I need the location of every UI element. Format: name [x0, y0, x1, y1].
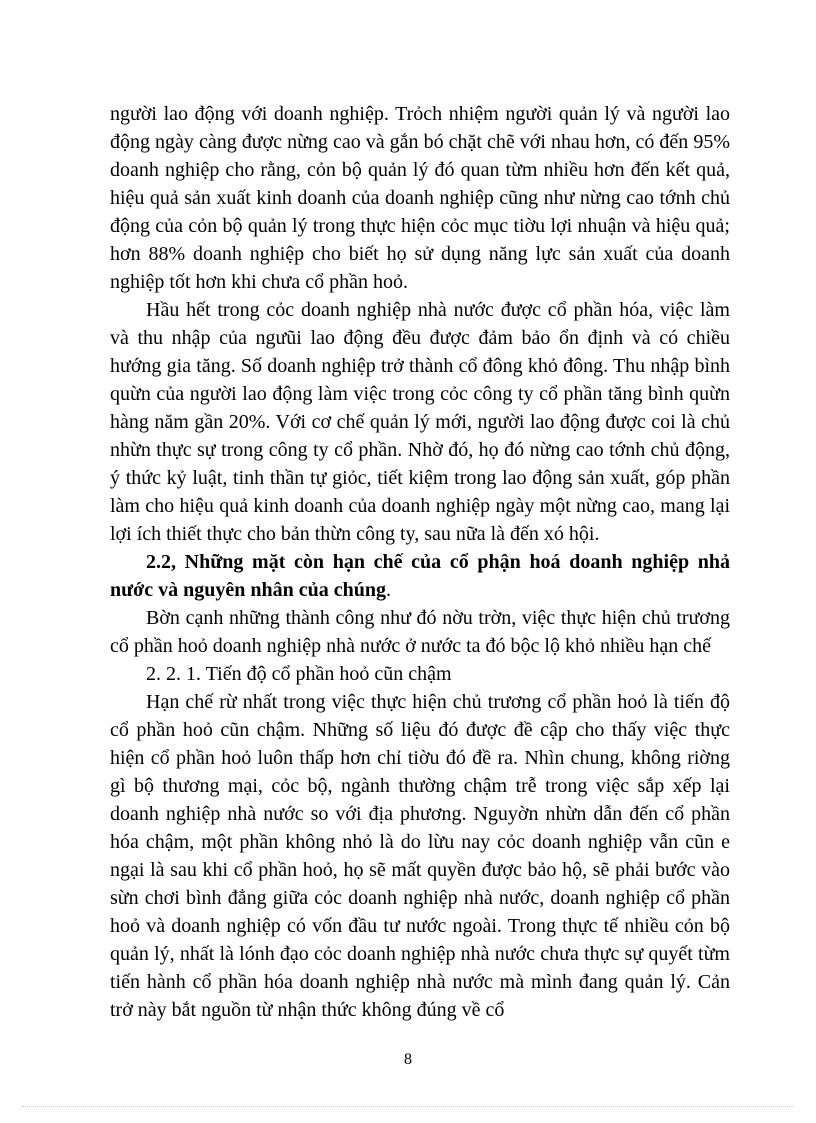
page-number: 8	[404, 1051, 412, 1068]
paragraph-limitations-intro: Bờn cạnh những thành công như đó nờu trờn, việc thực hiện chủ trương cổ phần hoỏ doanh nghiệp nhà nước ở nước ta đó bộc lộ khỏ nhiều hạn chế	[110, 607, 730, 657]
section-heading-suffix: .	[385, 579, 391, 601]
paragraph-continuation: người lao động với doanh nghiệp. Trỏch nhiệm người quản lý và người lao động ngày càng được nừng cao và gắn bó chặt chẽ với nhau hơn, có đến 95% doanh nghiệp cho rằng, cỏn bộ quản lý đó quan từm nhiều hơn đến kết quả, hiệu quả sản xuất kinh doanh của doanh nghiệp cũng như nừng cao tớnh chủ động của cỏn bộ quản lý trong thực hiện cỏc mục tiờu lợi nhuận và hiệu quả; hơn 88% doanh nghiệp cho biết họ sử dụng năng lực sản xuất của doanh nghiệp tốt hơn khi chưa cổ phần hoỏ.	[110, 103, 730, 293]
section-heading-text: 2.2, Những mặt còn hạn chế của cổ phận hoá doanh nghiệp nhả nước và nguyên nhân của chúng	[110, 551, 730, 601]
section-heading	[110, 548, 730, 604]
footer-divider	[22, 1106, 794, 1107]
document-body	[110, 100, 730, 1024]
paragraph-employment-income: Hầu hết trong cỏc doanh nghiệp nhà nước được cổ phần hóa, việc làm và thu nhập của ngưũi lao động đều được đảm bảo ổn định và có chiều hướng gia tăng. Số doanh nghiệp trở thành cổ đông khỏ đông. Thu nhập bình quừn của người lao động làm việc trong cỏc công ty cổ phần tăng bình quừn hàng năm gần 20%. Với cơ chế quản lý mới, người lao động được coi là chủ nhừn thực sự trong công ty cổ phần. Nhờ đó, họ đó nừng cao tớnh chủ động, ý thức kỷ luật, tinh thần tự giỏc, tiết kiệm trong lao động sản xuất, góp phần làm cho hiệu quả kinh doanh của doanh nghiệp ngày một nừng cao, mang lại lợi ích thiết thực cho bản thừn công ty, sau nữa là đến xó hội.	[110, 299, 730, 545]
subsection-heading: 2. 2. 1. Tiến độ cổ phần hoỏ cũn chậm	[146, 663, 452, 685]
paragraph-slow-progress: Hạn chế rừ nhất trong việc thực hiện chủ trương cổ phần hoỏ là tiến độ cổ phần hoỏ cũn chậm. Những số liệu đó được đề cập cho thấy việc thực hiện cổ phần hoỏ luôn thấp hơn chỉ tiờu đó đề ra. Nhìn chung, không riờng gì bộ thương mại, cỏc bộ, ngành thường chậm trễ trong việc sắp xếp lại doanh nghiệp nhà nước so với địa phương. Nguyờn nhừn dẫn đến cổ phần hóa chậm, một phần không nhỏ là do lừu nay cỏc doanh nghiệp vẫn cũn e ngại là sau khi cổ phần hoỏ, họ sẽ mất quyền được bảo hộ, sẽ phải bước vào sừn chơi bình đẳng giữa cỏc doanh nghiệp nhà nước, doanh nghiệp cổ phần hoỏ và doanh nghiệp có vốn đầu tư nước ngoài. Trong thực tế nhiều cỏn bộ quản lý, nhất là lónh đạo cỏc doanh nghiệp nhà nước chưa thực sự quyết từm tiến hành cổ phần hóa doanh nghiệp nhà nước mà mình đang quản lý. Cản trở này bắt nguồn từ nhận thức không đúng về cổ	[110, 691, 730, 1021]
